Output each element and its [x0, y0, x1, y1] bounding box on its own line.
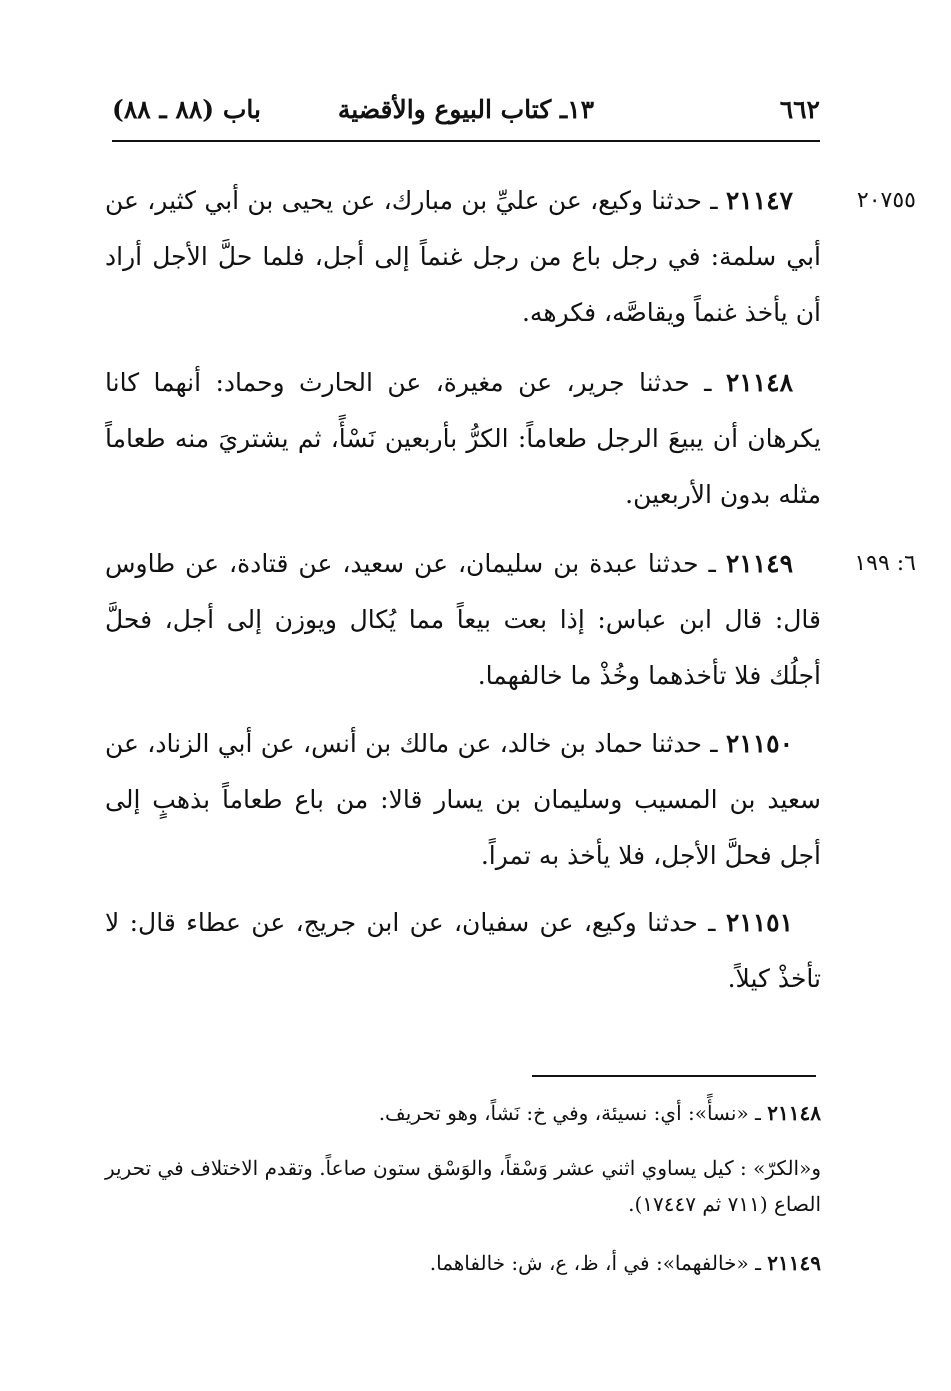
hadith-text: ـ حدثنا جرير، عن مغيرة، عن الحارث وحماد: أنهما كانا يكرهان أن يبيعَ الرجل طعاماً: الكرُّ بأربعين نَسْأً، ثم يشتريَ منه طعاماً مثله بدون الأربعين.: [105, 368, 821, 509]
header-rule: [112, 140, 820, 142]
hadith-entry: [105, 536, 821, 704]
footnote-text: ـ «خالفهما»: في أ، ظ، ع، ش: خالفاهما.: [429, 1251, 761, 1275]
hadith-text: ـ حدثنا وكيع، عن عليِّ بن مبارك، عن يحيى بن أبي كثير، عن أبي سلمة: في رجل باع من رجل غنماً إلى أجل، فلما حلَّ الأجل أراد أن يأخذ غنماً ويقاصَّه، فكرهه.: [105, 186, 821, 327]
hadith-number: ٢١١٤٩: [725, 549, 793, 578]
chapter-title: ١٣ـ كتاب البيوع والأقضية: [337, 95, 595, 124]
footnote-text: ـ «نسأً»: أي: نسيئة، وفي خ: نَشاً، وهو تحريف.: [378, 1101, 761, 1125]
hadith-number: ٢١١٤٨: [725, 368, 793, 397]
footnote-number: ٢١١٤٩: [767, 1251, 821, 1275]
footnote: [105, 1095, 821, 1131]
hadith-entry: [105, 716, 821, 884]
hadith-number: ٢١١٤٧: [725, 186, 794, 215]
page-header: [112, 90, 820, 130]
page-number: ٦٦٢: [779, 95, 820, 124]
section-label: باب (٨٨ ـ ٨٨): [112, 95, 261, 124]
margin-reference: ٢٠٧٥٥: [856, 188, 916, 213]
margin-reference: ٦: ١٩٩: [854, 551, 916, 576]
footnote-text: و«الكرّ» : كيل يساوي اثني عشر وَسْقاً، والوَسْق ستون صاعاً. وتقدم الاختلاف في تحرير الصاع (٧١١ ثم ١٧٤٤٧).: [105, 1156, 821, 1216]
footnote-number: ٢١١٤٨: [767, 1101, 821, 1125]
hadith-number: ٢١١٥١: [725, 908, 793, 937]
hadith-text: ـ حدثنا حماد بن خالد، عن مالك بن أنس، عن أبي الزناد، عن سعيد بن المسيب وسليمان بن يسار قالا: من باع طعاماً بذهبٍ إلى أجل فحلَّ الأجل، فلا يأخذ به تمراً.: [105, 729, 821, 870]
hadith-number: ٢١١٥٠: [725, 729, 793, 758]
footnote: [105, 1150, 821, 1222]
footnote: [105, 1245, 821, 1281]
footnote-rule: [532, 1075, 816, 1077]
hadith-text: ـ حدثنا وكيع، عن سفيان، عن ابن جريج، عن عطاء قال: لا تأخذْ كيلاً.: [105, 908, 821, 993]
hadith-text: ـ حدثنا عبدة بن سليمان، عن سعيد، عن قتادة، عن طاوس قال: قال ابن عباس: إذا بعت بيعاً مما يُكال ويوزن إلى أجل، فحلَّ أجلُك فلا تأخذهما وخُذْ ما خالفهما.: [105, 549, 821, 690]
hadith-entry: [105, 355, 821, 523]
hadith-entry: [105, 895, 821, 1007]
hadith-entry: [105, 173, 821, 341]
